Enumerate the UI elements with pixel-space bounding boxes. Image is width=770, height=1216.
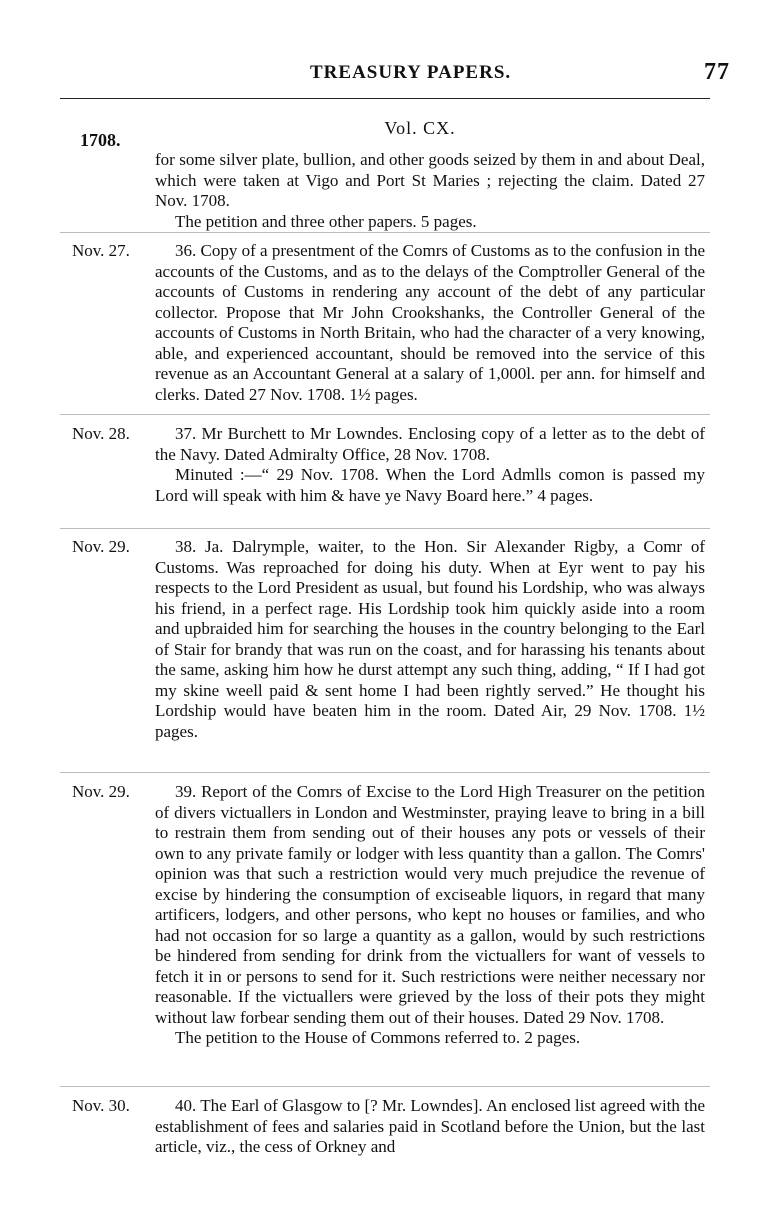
year-margin: 1708. — [80, 130, 121, 150]
entry-divider — [60, 232, 710, 233]
header-rule — [60, 98, 710, 99]
entry-date: Nov. 29. — [72, 537, 130, 556]
entry-paragraph: The petition and three other papers. 5 pages. — [175, 211, 477, 231]
entry-paragraph: for some silver plate, bullion, and other goods seized by them in and about Deal, which were taken at Vigo and Port St Maries ; rejecting the claim. Dated 27 Nov. 1708. — [155, 150, 705, 210]
volume-heading: Vol. CX. — [384, 118, 456, 138]
entry-40 — [155, 1096, 705, 1158]
entry-38 — [155, 537, 705, 742]
entry-paragraph: Minuted :—“ 29 Nov. 1708. When the Lord Admlls comon is passed my Lord will speak with him & have ye Navy Board here.” 4 pages. — [155, 465, 705, 505]
entry-paragraph: 37. Mr Burchett to Mr Lowndes. Enclosing copy of a letter as to the debt of the Navy. Dated Admiralty Office, 28 Nov. 1708. — [155, 424, 705, 464]
entry-paragraph: 38. Ja. Dalrymple, waiter, to the Hon. Sir Alexander Rigby, a Comr of Customs. Was reproached for doing his duty. When at Eyr went to pay his respects to the Lord President as usual, but found his Lordship, who was always his friend, in a perfect rage. His Lordship took him quickly aside into a room and upbraided him for searching the houses in the country belonging to the Earl of Stair for brandy that was run on the coast, and for harassing his tenants about the same, asking him how he durst attempt any such thing, adding, “ If I had got my skine weell paid & sent home I had been rightly served.” He thought his Lordship would have beaten him in the room. Dated Air, 29 Nov. 1708. 1½ pages. — [155, 537, 705, 741]
entry-date: Nov. 28. — [72, 424, 130, 443]
entry-36 — [155, 241, 705, 405]
entry-paragraph: 39. Report of the Comrs of Excise to the Lord High Treasurer on the petition of divers victuallers in London and Westminster, praying leave to bring in a bill to restrain them from sending out of their houses any pots or vessels of their own to any private family or lodger with less quantity than a gallon. The Comrs' opinion was that such a restriction would very much prejudice the revenue of excise by hindering the consumption of exciseable liquors, in regard that many artificers, lodgers, and other persons, who kept no houses or families, and who had not occasion for so large a quantity as a gallon, would by such restrictions be hindered from sending for drink from the victuallers for want of vessels to fetch it in or persons to send for it. Such restrictions were neither necessary nor reasonable. If the victuallers were grieved by the loss of their pots they might without law forbear sending them out of their houses. Dated 29 Nov. 1708. — [155, 782, 705, 1027]
entry-divider — [60, 1086, 710, 1087]
entry-divider — [60, 528, 710, 529]
entry-37 — [155, 424, 705, 506]
page-number: 77 — [704, 59, 730, 85]
entry-date: Nov. 30. — [72, 1096, 130, 1115]
entry-paragraph: 40. The Earl of Glasgow to [? Mr. Lowndes]. An enclosed list agreed with the establishment of fees and salaries paid in Scotland before the Union, but the last article, viz., the cess of Orkney and — [155, 1096, 705, 1156]
entry-paragraph: The petition to the House of Commons referred to. 2 pages. — [175, 1028, 581, 1047]
entry-date: Nov. 27. — [72, 241, 130, 260]
header-title: TREASURY PAPERS. — [310, 62, 512, 83]
entry-divider — [60, 414, 710, 415]
entry-date: Nov. 29. — [72, 782, 130, 801]
entry-divider — [60, 772, 710, 773]
entry-39 — [155, 782, 705, 1049]
entry-continuation — [155, 150, 705, 232]
entry-paragraph: 36. Copy of a presentment of the Comrs of Customs as to the confusion in the accounts of the Customs, and as to the delays of the Comptroller General of the accounts of Customs in rendering any account of the debt of any particular collector. Propose that Mr John Crookshanks, the Controller General of the accounts of Customs in North Britain, who had the character of a very knowing, able, and experienced accountant, should be removed into the service of this revenue as an Accountant General at a salary of 1,000l. per ann. for himself and clerks. Dated 27 Nov. 1708. 1½ pages. — [155, 241, 705, 404]
